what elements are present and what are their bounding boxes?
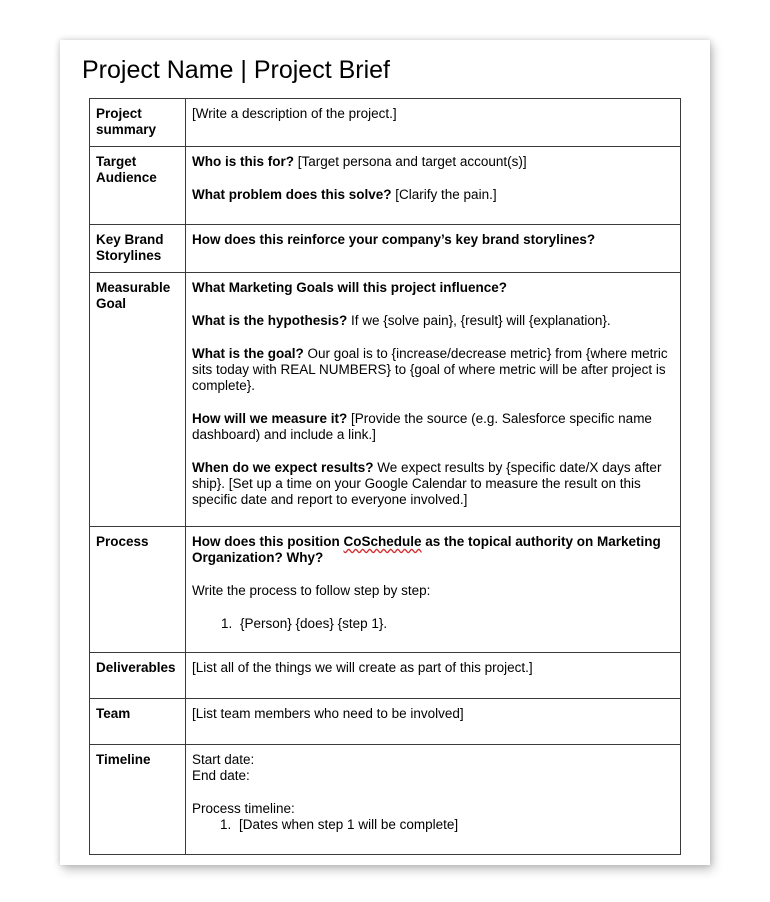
row-team	[90, 699, 681, 745]
row-label: Deliverables	[90, 653, 186, 699]
question-text: [Target persona and target account(s)]	[294, 154, 527, 169]
question-bold: How does this reinforce your company’s key brand storylines?	[192, 232, 596, 247]
end-date: End date:	[192, 768, 250, 783]
list-item: 1. [Dates when step 1 will be complete]	[235, 817, 674, 833]
row-value	[186, 653, 681, 699]
row-label: Timeline	[90, 745, 186, 855]
process-steps-list	[192, 616, 674, 632]
question-bold: Who is this for?	[192, 154, 294, 169]
question-bold: What is the goal?	[192, 346, 304, 361]
question-bold: What problem does this solve?	[192, 187, 392, 202]
list-item: 1. {Person} {does} {step 1}.	[236, 616, 674, 632]
deliverables-text: [List all of the things we will create as part of this project.]	[192, 660, 533, 675]
row-label: Target Audience	[90, 147, 186, 225]
timeline-steps-list	[192, 817, 674, 833]
row-label: Team	[90, 699, 186, 745]
row-value	[186, 147, 681, 225]
question-text: [Provide the source (e.g. Salesforce specific name dashboard) and include a link.]	[192, 411, 652, 442]
row-target-audience	[90, 147, 681, 225]
row-label: Key Brand Storylines	[90, 225, 186, 273]
process-timeline-label: Process timeline:	[192, 801, 295, 816]
team-text: [List team members who need to be involved]	[192, 706, 464, 721]
row-process	[90, 527, 681, 653]
row-label: Project summary	[90, 99, 186, 147]
question-bold: What Marketing Goals will this project influence?	[192, 280, 508, 295]
summary-text: [Write a description of the project.]	[192, 106, 397, 121]
row-value	[186, 99, 681, 147]
row-value	[186, 745, 681, 855]
document-page	[60, 40, 710, 865]
question-bold: How will we measure it?	[192, 411, 348, 426]
question-text: [Clarify the pain.]	[391, 187, 497, 202]
row-key-brand-storylines	[90, 225, 681, 273]
question-text: If we {solve pain}, {result} will {explanation}.	[347, 313, 611, 328]
row-value	[186, 699, 681, 745]
spellcheck-word: CoSchedule	[343, 534, 422, 549]
row-label: Measurable Goal	[90, 273, 186, 527]
process-intro: Write the process to follow step by step:	[192, 583, 431, 598]
row-value	[186, 273, 681, 527]
row-value	[186, 225, 681, 273]
row-measurable-goal	[90, 273, 681, 527]
question-text: Our goal is to {increase/decrease metric} from {where metric sits today with REAL NUMBERS} to {goal of where metric will be after project is complete}.	[192, 346, 668, 393]
question-bold: When do we expect results?	[192, 460, 374, 475]
document-title: Project Name | Project Brief	[82, 56, 390, 84]
question-bold: What is the hypothesis?	[192, 313, 348, 328]
row-project-summary	[90, 99, 681, 147]
question-bold: How does this position CoSchedule as the topical authority on Marketing Organization? Why?	[192, 534, 661, 565]
row-timeline	[90, 745, 681, 855]
start-date: Start date:	[192, 752, 255, 767]
question-text: We expect results by {specific date/X days after ship}. [Set up a time on your Google Calendar to measure the result on this specific date and report to everyone involved.]	[192, 460, 662, 507]
row-deliverables	[90, 653, 681, 699]
row-value	[186, 527, 681, 653]
row-label: Process	[90, 527, 186, 653]
brief-table	[89, 98, 681, 855]
